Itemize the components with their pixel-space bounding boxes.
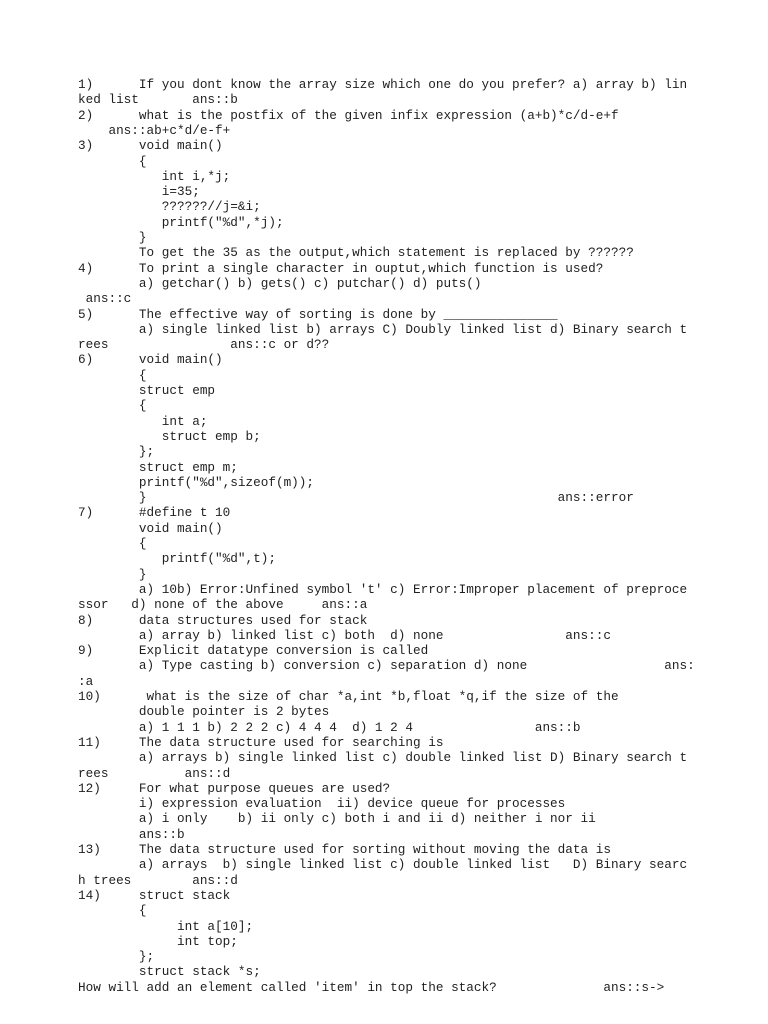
text-line: printf("%d",t); (78, 551, 276, 567)
text-line: struct emp m; (78, 459, 238, 475)
text-line: rees ans::c or d?? (78, 337, 330, 353)
text-line: a) Type casting b) conversion c) separation d) none ans: (78, 658, 695, 674)
text-line: { (78, 536, 147, 551)
text-line: { (78, 398, 147, 414)
text-line: }; (78, 444, 155, 460)
text-line: How will add an element called 'item' in top the stack? ans::s-> (78, 979, 665, 995)
text-line: } ans::error (78, 490, 634, 506)
text-line: int a[10]; (78, 918, 254, 934)
text-line: h trees ans::d (78, 872, 238, 888)
text-line: struct stack *s; (78, 964, 261, 980)
text-line: } (78, 230, 147, 245)
text-line: ans::b (78, 826, 185, 842)
text-line: } (78, 566, 147, 582)
text-line: a) 1 1 1 b) 2 2 2 c) 4 4 4 d) 1 2 4 ans::b (78, 719, 581, 735)
text-line: { (78, 903, 147, 919)
text-line: a) 10b) Error:Unfined symbol 't' c) Error:Improper placement of preproce (78, 581, 688, 597)
text-line: To get the 35 as the output,which statement is replaced by ?????? (78, 245, 634, 261)
text-line: printf("%d",*j); (78, 214, 284, 230)
text-line: printf("%d",sizeof(m)); (78, 474, 315, 490)
text-line: 3) void main() (78, 138, 223, 154)
text-line: ked list ans::b (78, 92, 238, 108)
text-line: a) arrays b) single linked list c) double linked list D) Binary search t (78, 750, 688, 766)
text-line: 4) To print a single character in ouptut,which function is used? (78, 260, 604, 276)
text-line: 14) struct stack (78, 887, 231, 903)
text-line: :a (78, 673, 94, 689)
text-line: double pointer is 2 bytes (78, 704, 330, 720)
text-line: 12) For what purpose queues are used? (78, 780, 391, 796)
text-line: 13) The data structure used for sorting without moving the data is (78, 842, 611, 857)
text-line: 6) void main() (78, 352, 223, 368)
text-line: 2) what is the postfix of the given infix expression (a+b)*c/d-e+f (78, 107, 619, 123)
text-line: 10) what is the size of char *a,int *b,float *q,if the size of the (78, 689, 619, 704)
text-line: 7) #define t 10 (78, 505, 231, 521)
text-line: int i,*j; (78, 168, 231, 184)
text-line: struct emp b; (78, 428, 261, 444)
text-line: int a; (78, 413, 208, 429)
text-line: ans::ab+c*d/e-f+ (78, 122, 231, 138)
text-line: a) i only b) ii only c) both i and ii d) neither i nor ii (78, 811, 596, 827)
text-line: int top; (78, 933, 238, 949)
text-line: a) array b) linked list c) both d) none ans::c (78, 627, 611, 643)
text-line: void main() (78, 520, 223, 536)
text-line: ans::c (78, 291, 132, 307)
text-line: 8) data structures used for stack (78, 612, 368, 628)
text-line: 9) Explicit datatype conversion is called (78, 643, 429, 659)
text-line: 11) The data structure used for searching is (78, 734, 444, 750)
text-line: rees ans::d (78, 765, 231, 781)
text-line: 5) The effective way of sorting is done by _______________ (78, 306, 558, 322)
text-line: { (78, 153, 147, 169)
text-line: ssor d) none of the above ans::a (78, 597, 368, 613)
text-line: 1) If you dont know the array size which one do you prefer? a) array b) lin (78, 77, 688, 92)
text-line: struct emp (78, 383, 216, 398)
text-line: }; (78, 949, 155, 965)
text-line: { (78, 367, 147, 383)
text-line: a) arrays b) single linked list c) double linked list D) Binary searc (78, 857, 688, 873)
text-line: a) getchar() b) gets() c) putchar() d) puts() (78, 275, 482, 291)
text-line: a) single linked list b) arrays C) Doubly linked list d) Binary search t (78, 321, 688, 337)
text-line: ??????//j=&i; (78, 199, 261, 215)
text-line: i=35; (78, 184, 200, 200)
text-line: i) expression evaluation ii) device queue for processes (78, 796, 566, 812)
